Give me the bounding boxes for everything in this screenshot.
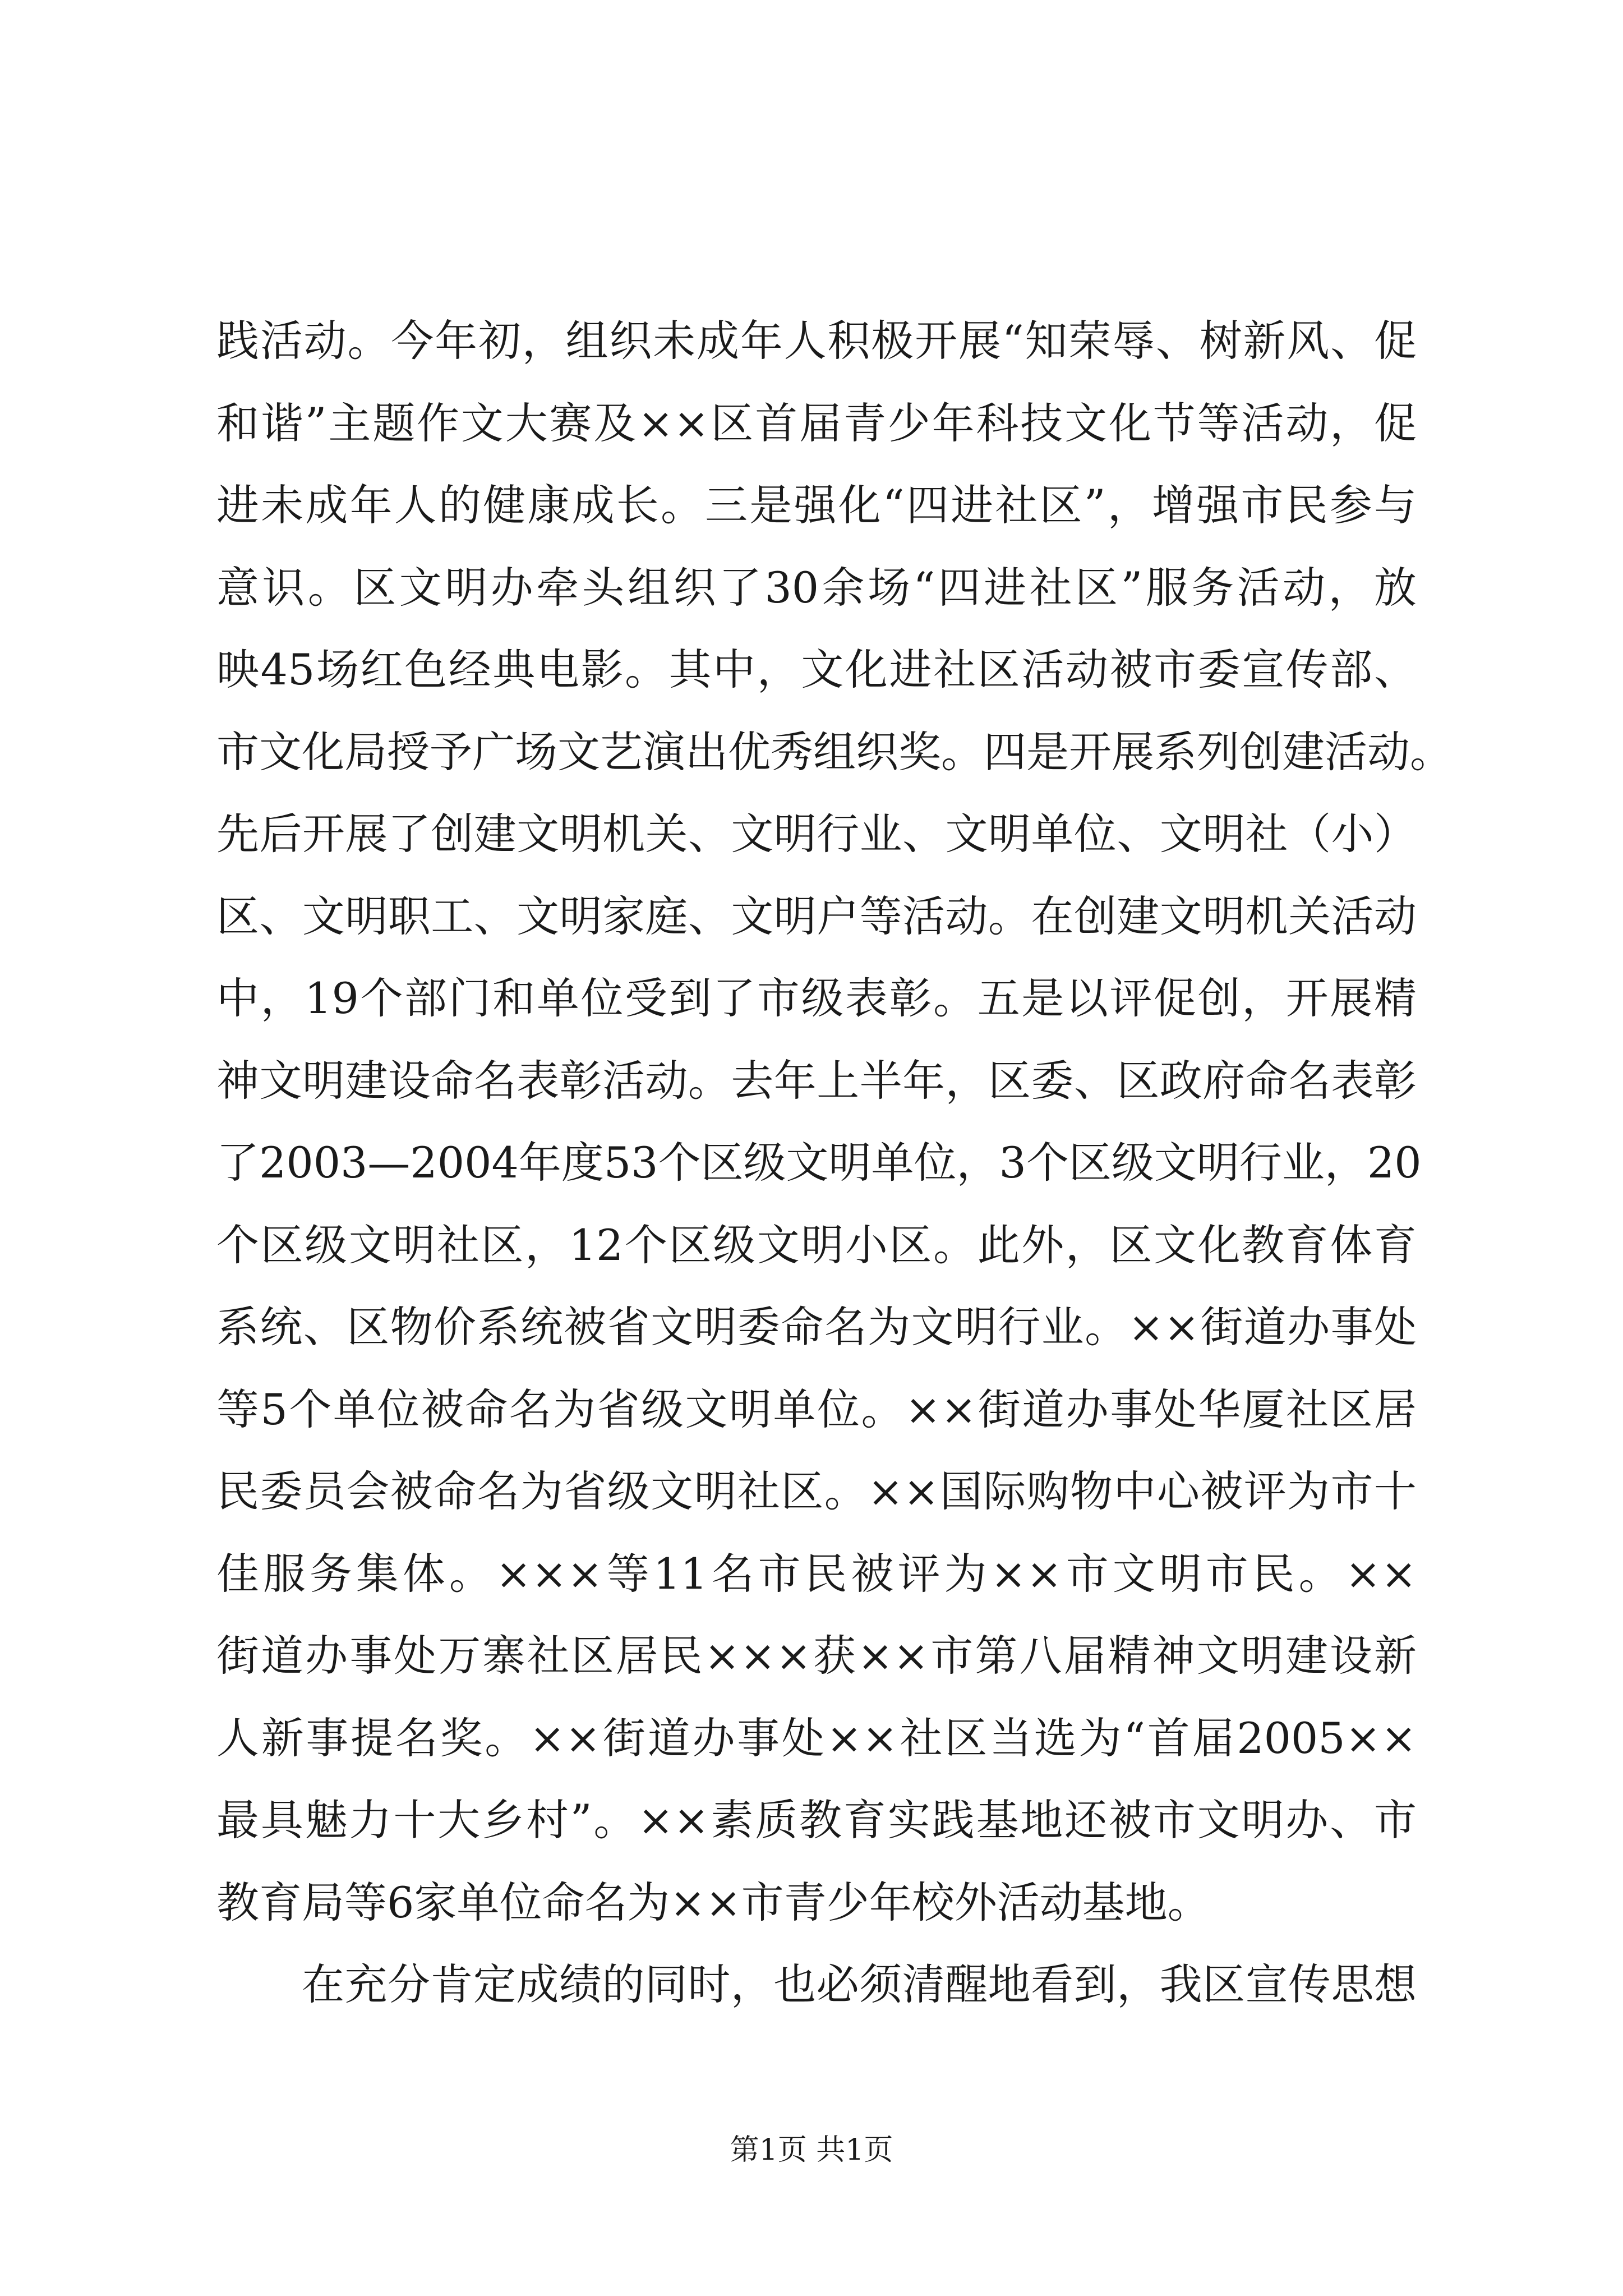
text-line: 系统、区物价系统被省文明委命名为文明行业。××街道办事处 (216, 1302, 1417, 1352)
text-line: 在充分肯定成绩的同时，也必须清醒地看到，我区宣传思想 (302, 1959, 1417, 2009)
text-line: 民委员会被命名为省级文明社区。××国际购物中心被评为市十 (216, 1466, 1417, 1516)
text-line: 进未成年人的健康成长。三是强化“四进社区”，增强市民参与 (216, 480, 1417, 530)
text-line: 映45场红色经典电影。其中，文化进社区活动被市委宣传部、 (216, 645, 1417, 694)
page-number-label: 第1页 共1页 (730, 2133, 893, 2167)
body-text (216, 300, 1453, 2026)
text-line: 意识。区文明办牵头组织了30余场“四进社区”服务活动，放 (216, 562, 1417, 613)
text-line: 个区级文明社区，12个区级文明小区。此外，区文化教育体育 (216, 1220, 1417, 1270)
text-line: 践活动。今年初，组织未成年人积极开展“知荣辱、树新风、促 (216, 316, 1417, 366)
text-line: 了2003—2004年度53个区级文明单位，3个区级文明行业，20 (216, 1138, 1422, 1188)
text-line: 佳服务集体。×××等11名市民被评为××市文明市民。×× (216, 1548, 1417, 1599)
text-line: 等5个单位被命名为省级文明单位。××街道办事处华厦社区居 (216, 1384, 1417, 1434)
text-line: 人新事提名奖。××街道办事处××社区当选为“首届2005×× (216, 1713, 1417, 1763)
text-line: 教育局等6家单位命名为××市青少年校外活动基地。 (216, 1877, 1210, 1927)
text-line: 区、文明职工、文明家庭、文明户等活动。在创建文明机关活动 (216, 891, 1417, 941)
page-footer (0, 2126, 1623, 2168)
text-line: 市文化局授予广场文艺演出优秀组织奖。四是开展系列创建活动。 (216, 726, 1453, 777)
text-line: 中，19个部门和单位受到了市级表彰。五是以评促创，开展精 (216, 973, 1417, 1023)
text-line: 街道办事处万寨社区居民×××获××市第八届精神文明建设新 (216, 1631, 1417, 1681)
text-line: 最具魅力十大乡村”。××素质教育实践基地还被市文明办、市 (216, 1795, 1417, 1845)
text-line: 和谐”主题作文大赛及××区首届青少年科技文化节等活动，促 (216, 398, 1417, 448)
text-line: 神文明建设命名表彰活动。去年上半年，区委、区政府命名表彰 (216, 1055, 1417, 1106)
text-line: 先后开展了创建文明机关、文明行业、文明单位、文明社（小） (216, 809, 1417, 859)
